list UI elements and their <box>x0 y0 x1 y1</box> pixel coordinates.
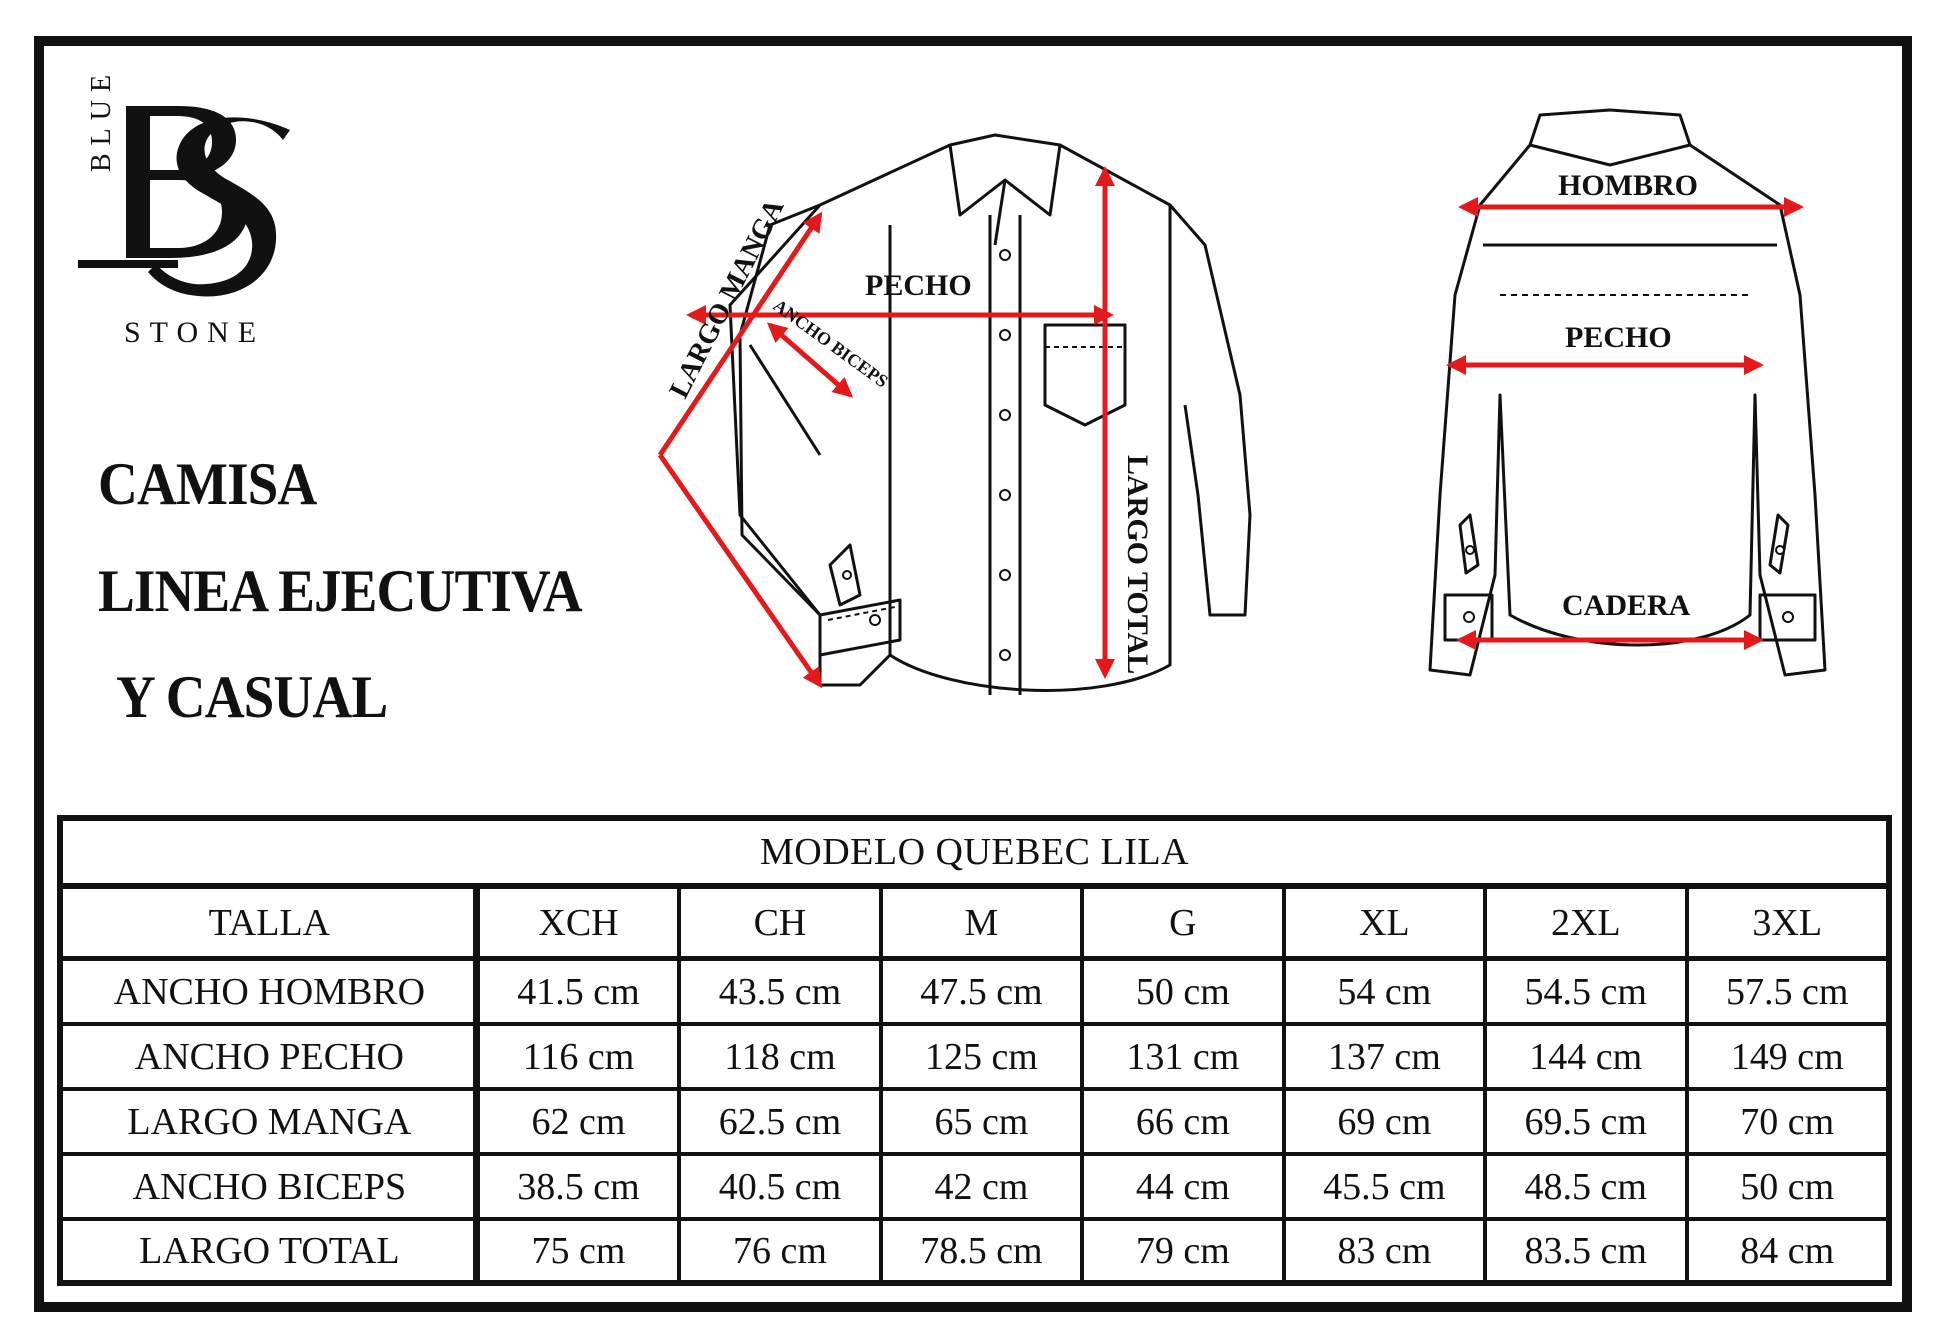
hombro-label: HOMBRO <box>1558 169 1698 202</box>
table-cell: 83.5 cm <box>1483 1221 1684 1280</box>
row-label: ANCHO HOMBRO <box>113 970 426 1013</box>
header-cell: M <box>879 889 1080 956</box>
largo-manga-label: LARGO MANGA <box>663 194 791 404</box>
row-label: LARGO TOTAL <box>139 1229 400 1272</box>
table-cell: 38.5 cm <box>476 1156 677 1217</box>
table-label-divider <box>473 889 479 1280</box>
table-cell: 40.5 cm <box>677 1156 878 1217</box>
table-cell: 45.5 cm <box>1282 1156 1483 1217</box>
table-cell: 66 cm <box>1080 1091 1281 1152</box>
header-cell: TALLA <box>208 901 331 944</box>
front-shirt <box>730 135 1250 695</box>
table-cell: 54.5 cm <box>1483 961 1684 1022</box>
table-cell: 137 cm <box>1282 1026 1483 1087</box>
header-cell: CH <box>677 889 878 956</box>
shirt-diagram <box>650 95 1910 745</box>
table-row <box>63 1091 1886 1156</box>
table-cell: 69.5 cm <box>1483 1091 1684 1152</box>
table-cell: 50 cm <box>1080 961 1281 1022</box>
table-cell: 42 cm <box>879 1156 1080 1217</box>
row-label: LARGO MANGA <box>127 1100 412 1143</box>
table-row <box>63 1026 1886 1091</box>
table-cell: 118 cm <box>677 1026 878 1087</box>
size-table <box>57 815 1892 1286</box>
table-cell: 44 cm <box>1080 1156 1281 1217</box>
front-pecho-label: PECHO <box>865 269 972 302</box>
table-cell: 76 cm <box>677 1221 878 1280</box>
table-row <box>63 1221 1886 1280</box>
title-line-1: CAMISA <box>98 451 317 517</box>
table-cell: 47.5 cm <box>879 961 1080 1022</box>
title-line-2: LINEA EJECUTIVA <box>98 558 582 624</box>
ancho-biceps-label: ANCHO BICEPS <box>769 295 892 392</box>
brand-stone-text: STONE <box>124 316 266 349</box>
table-cell: 83 cm <box>1282 1221 1483 1280</box>
cadera-label: CADERA <box>1562 589 1691 622</box>
largo-total-label: LARGO TOTAL <box>1121 455 1154 675</box>
table-cell: 78.5 cm <box>879 1221 1080 1280</box>
table-cell: 75 cm <box>476 1221 677 1280</box>
table-cell: 79 cm <box>1080 1221 1281 1280</box>
table-cell: 62.5 cm <box>677 1091 878 1152</box>
table-cell: 57.5 cm <box>1685 961 1886 1022</box>
table-cell: 54 cm <box>1282 961 1483 1022</box>
row-label: ANCHO PECHO <box>134 1035 404 1078</box>
table-cell: 149 cm <box>1685 1026 1886 1087</box>
table-cell: 62 cm <box>476 1091 677 1152</box>
table-row <box>63 961 1886 1026</box>
table-cell: 84 cm <box>1685 1221 1886 1280</box>
header-cell: XL <box>1282 889 1483 956</box>
header-cell: 3XL <box>1685 889 1886 956</box>
header-cell: XCH <box>476 889 677 956</box>
model-title: MODELO QUEBEC LILA <box>63 821 1886 889</box>
table-cell: 125 cm <box>879 1026 1080 1087</box>
header-cell: 2XL <box>1483 889 1684 956</box>
table-cell: 69 cm <box>1282 1091 1483 1152</box>
header-cell: G <box>1080 889 1281 956</box>
title-line-3: Y CASUAL <box>116 664 388 730</box>
table-row <box>63 1156 1886 1221</box>
table-cell: 65 cm <box>879 1091 1080 1152</box>
table-cell: 50 cm <box>1685 1156 1886 1217</box>
table-header-row <box>63 889 1886 961</box>
brand-blue-text: BLUE <box>86 66 117 172</box>
back-pecho-label: PECHO <box>1565 321 1672 354</box>
table-cell: 116 cm <box>476 1026 677 1087</box>
table-cell: 43.5 cm <box>677 961 878 1022</box>
row-label: ANCHO BICEPS <box>132 1165 407 1208</box>
table-cell: 144 cm <box>1483 1026 1684 1087</box>
table-cell: 131 cm <box>1080 1026 1281 1087</box>
table-cell: 41.5 cm <box>476 961 677 1022</box>
table-cell: 70 cm <box>1685 1091 1886 1152</box>
table-cell: 48.5 cm <box>1483 1156 1684 1217</box>
